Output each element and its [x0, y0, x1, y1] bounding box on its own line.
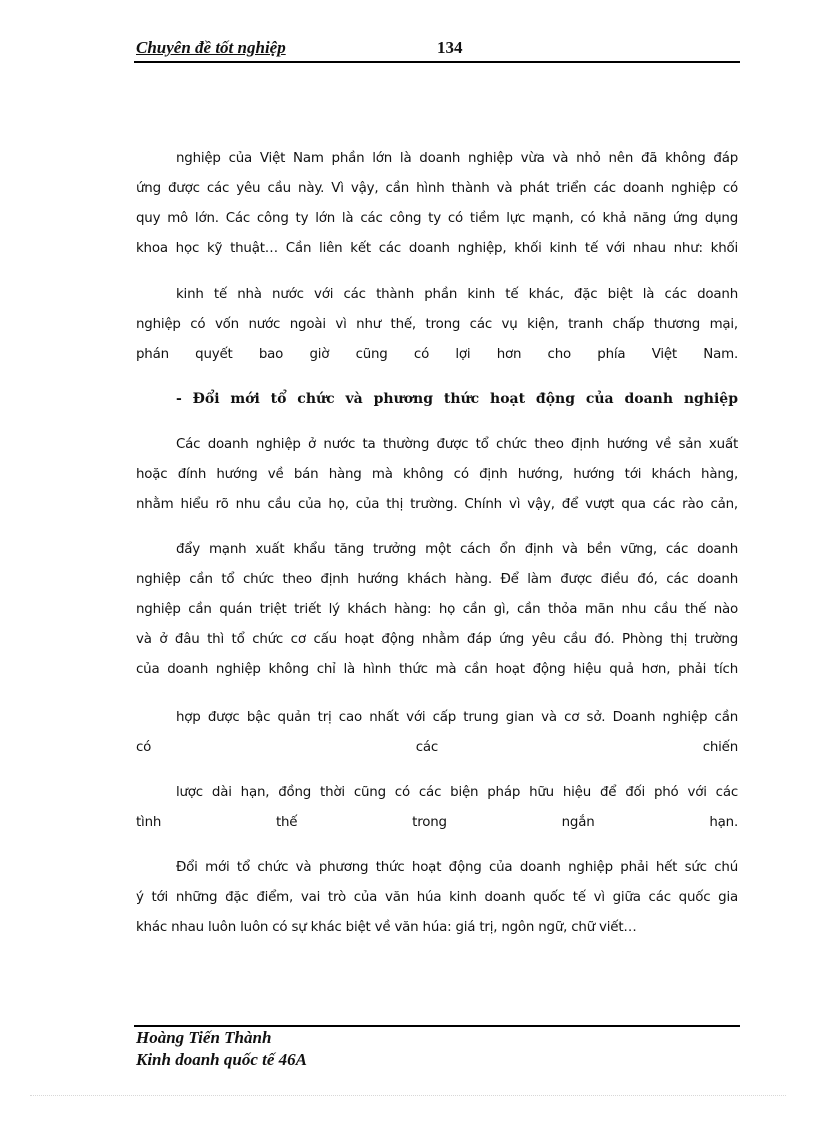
text-line: có các chiến	[136, 740, 738, 755]
page-number: 134	[437, 38, 463, 57]
header-rule	[134, 61, 740, 63]
text-line: nghiệp cần quán triệt triết lý khách hàng: họ cần gì, cần thỏa mãn nhu cầu thế nào	[136, 602, 738, 617]
paragraph-4	[136, 535, 738, 685]
text-line: nhằm hiểu rõ nhu cầu của họ, của thị trường. Chính vì vậy, để vượt qua các rào cản,	[136, 497, 738, 512]
text-line: nghiệp có vốn nước ngoài vì như thế, trong các vụ kiện, tranh chấp thương mại,	[136, 317, 738, 332]
text-line: lược dài hạn, đồng thời cũng có các biện pháp hữu hiệu để đối phó với các	[176, 785, 738, 800]
text-line: nghiệp cần tổ chức theo định hướng khách hàng. Để làm được điều đó, các doanh	[136, 572, 738, 587]
header-title: Chuyên đề tốt nghiệp	[136, 38, 286, 57]
paragraph-7	[136, 853, 738, 943]
text-line: Đổi mới tổ chức và phương thức hoạt động của doanh nghiệp phải hết sức chú	[176, 860, 738, 875]
section-heading: - Đổi mới tổ chức và phương thức hoạt động của doanh nghiệp	[176, 391, 738, 407]
page-bottom-dotted-line	[30, 1095, 786, 1096]
paragraph-5	[136, 703, 738, 763]
text-line: ý tới những đặc điểm, vai trò của văn húa kinh doanh quốc tế vì giữa các quốc gia	[136, 890, 738, 905]
text-line: của doanh nghiệp không chỉ là hình thức mà cần hoạt động hiệu quả hơn, phải tích	[136, 662, 738, 677]
text-line: và ở đâu thì tổ chức cơ cấu hoạt động nhằm đáp ứng yêu cầu đó. Phòng thị trường	[136, 632, 738, 647]
footer-class: Kinh doanh quốc tế 46A	[136, 1050, 307, 1069]
paragraph-6	[136, 778, 738, 838]
footer-author: Hoàng Tiến Thành	[136, 1028, 272, 1047]
text-line: hợp được bậc quản trị cao nhất với cấp trung gian và cơ sở. Doanh nghiệp cần	[176, 710, 738, 725]
text-line: Các doanh nghiệp ở nước ta thường được tổ chức theo định hướng về sản xuất	[176, 437, 738, 452]
footer-rule	[134, 1025, 740, 1027]
paragraph-1	[136, 144, 738, 264]
text-line: quy mô lớn. Các công ty lớn là các công ty có tiềm lực mạnh, có khả năng ứng dụng	[136, 211, 738, 226]
text-line: kinh tế nhà nước với các thành phần kinh tế khác, đặc biệt là các doanh	[176, 287, 738, 302]
text-line: khác nhau luôn luôn có sự khác biệt về văn húa: giá trị, ngôn ngữ, chữ viết…	[136, 920, 637, 935]
text-line: nghiệp của Việt Nam phần lớn là doanh nghiệp vừa và nhỏ nên đã không đáp	[176, 151, 738, 166]
text-line: khoa học kỹ thuật… Cần liên kết các doanh nghiệp, khối kinh tế với nhau như: khối	[136, 241, 738, 256]
text-line: phán quyết bao giờ cũng có lợi hơn cho phía Việt Nam.	[136, 347, 738, 362]
paragraph-3	[136, 430, 738, 520]
text-line: hoặc đính hướng về bán hàng mà không có định hướng, hướng tới khách hàng,	[136, 467, 738, 482]
text-line: ứng được các yêu cầu này. Vì vậy, cần hình thành và phát triển các doanh nghiệp có	[136, 181, 738, 196]
text-line: đẩy mạnh xuất khẩu tăng trưởng một cách ổn định và bền vững, các doanh	[176, 542, 738, 557]
text-line: tình thế trong ngắn hạn.	[136, 815, 738, 830]
paragraph-2	[136, 280, 738, 370]
